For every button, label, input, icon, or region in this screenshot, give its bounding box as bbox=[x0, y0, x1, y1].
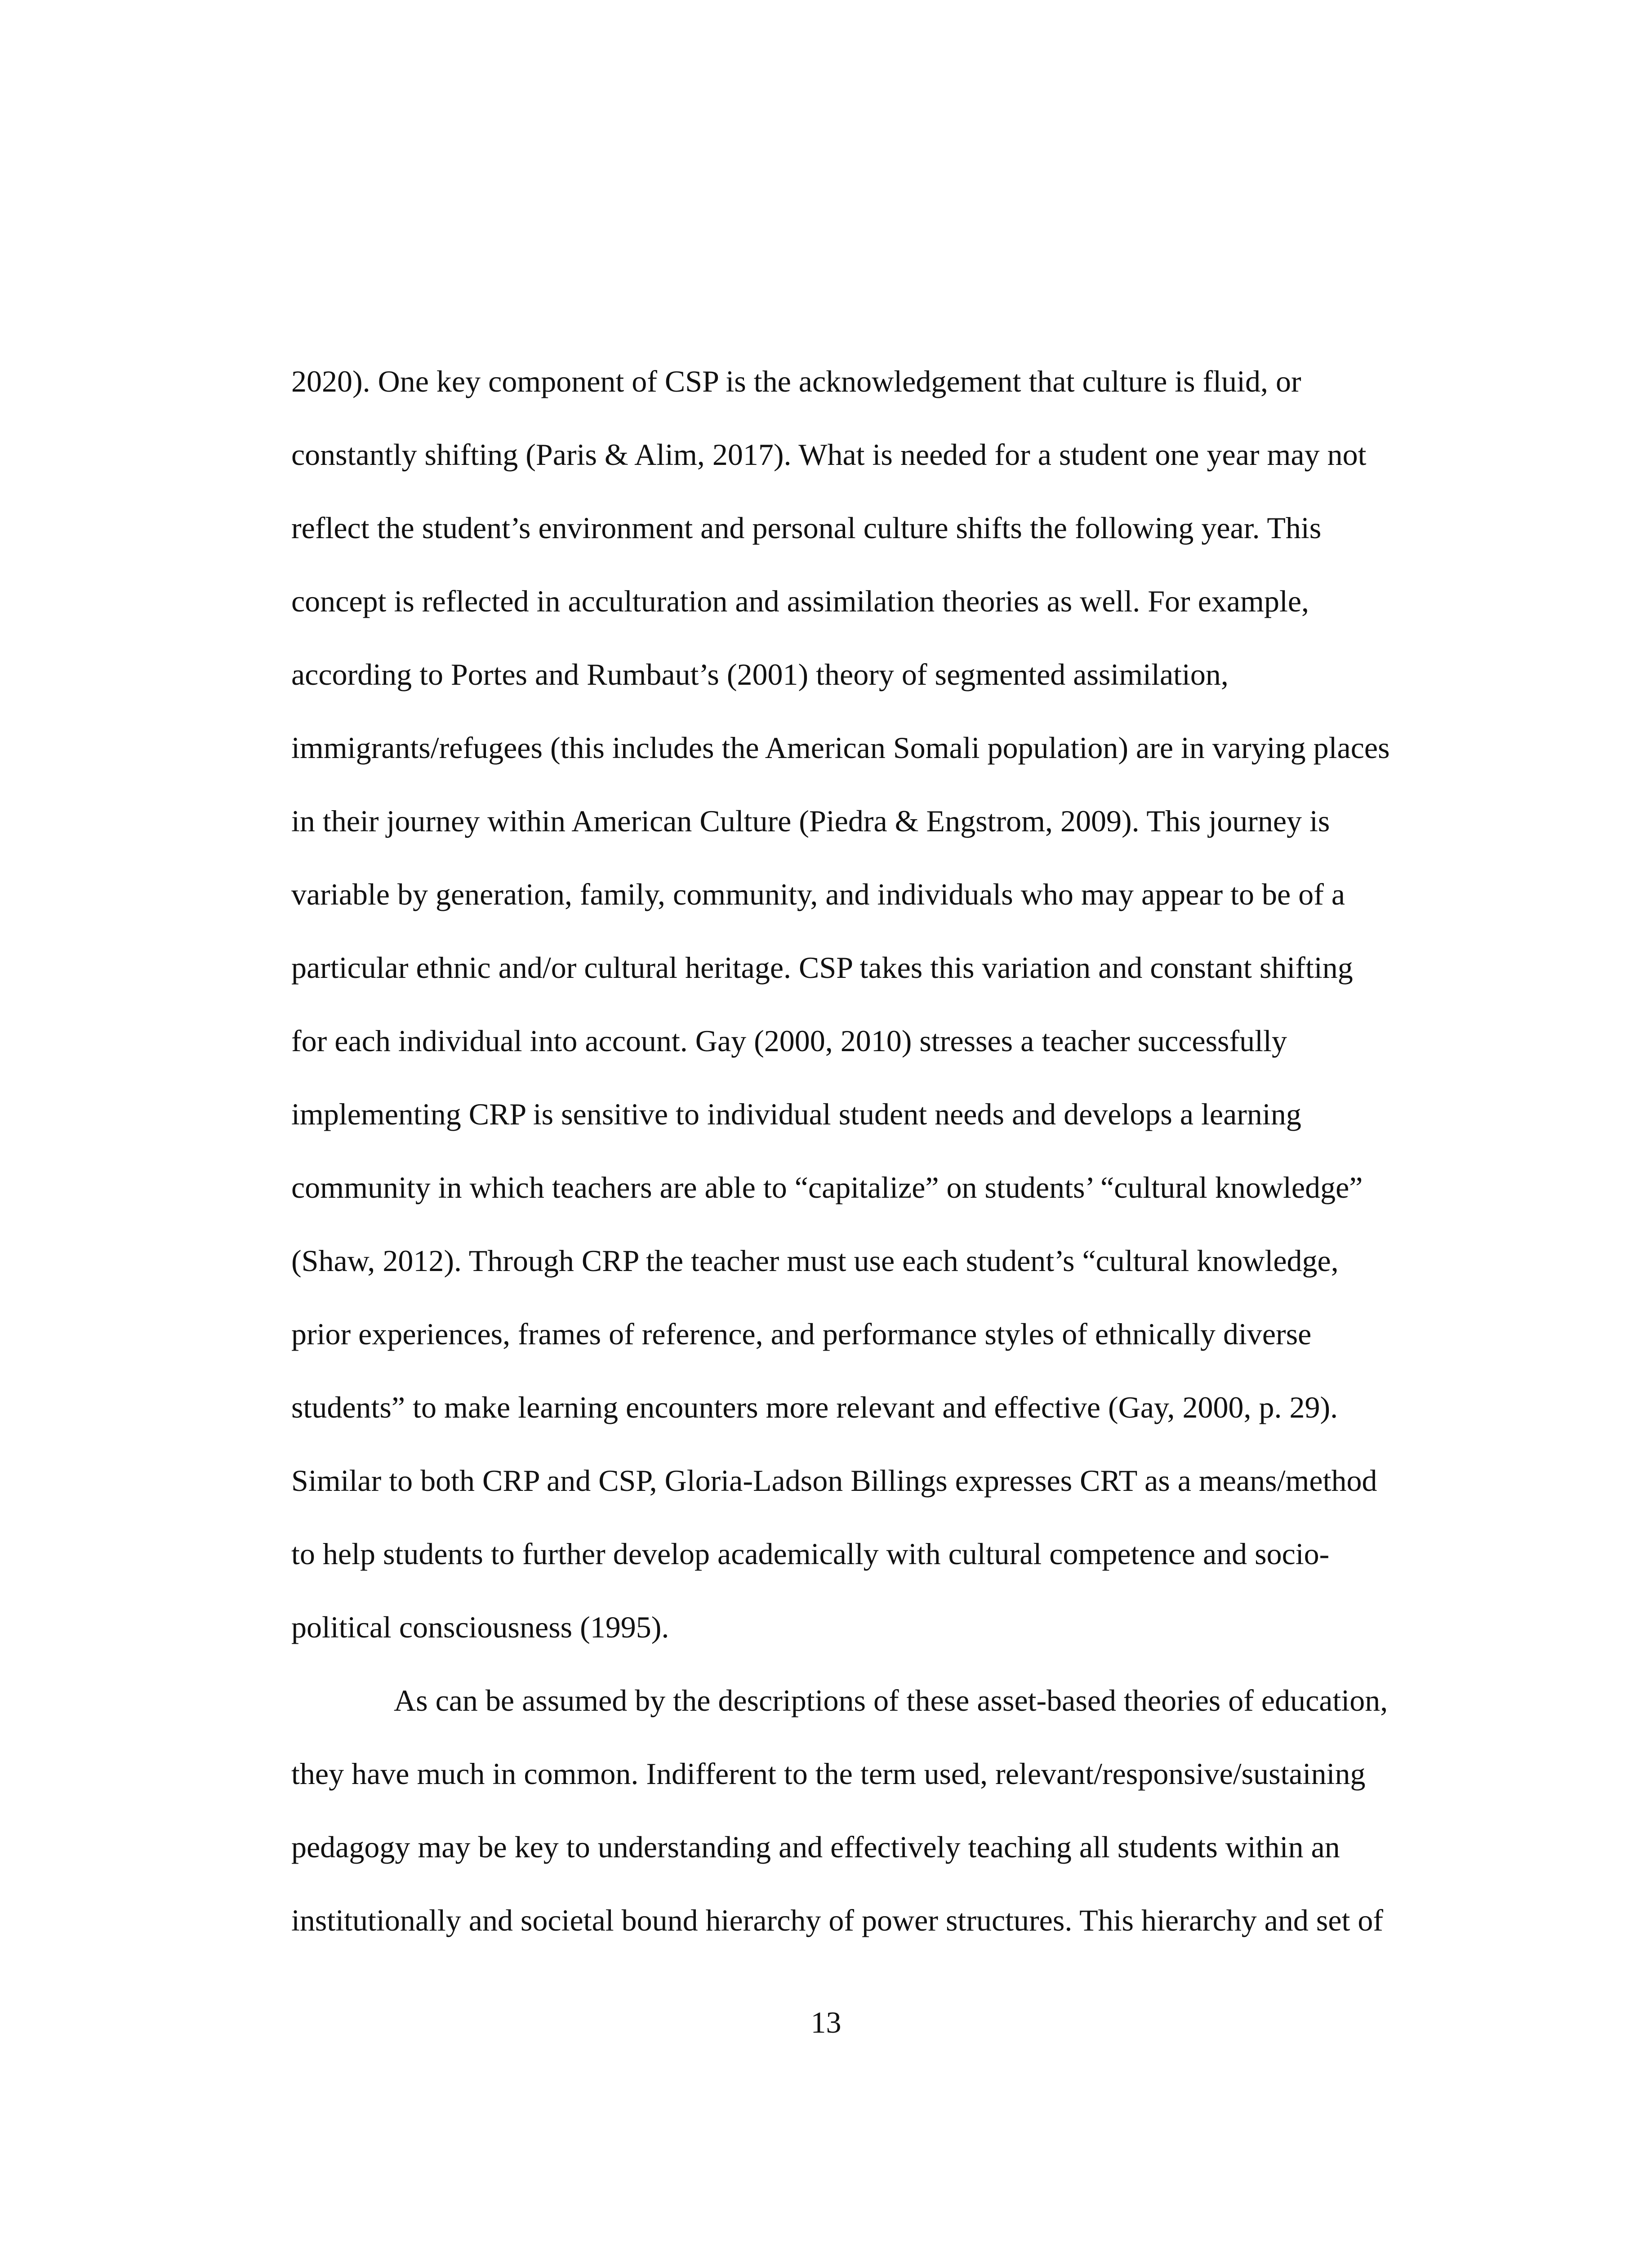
text-line: concept is reflected in acculturation and assimilation theories as well. For example, bbox=[291, 584, 1309, 618]
text-line: for each individual into account. Gay (2000, 2010) stresses a teacher successfully bbox=[291, 1024, 1287, 1058]
text-line: they have much in common. Indifferent to the term used, relevant/responsive/sustaining bbox=[291, 1757, 1366, 1791]
text-line: in their journey within American Culture (Piedra & Engstrom, 2009). This journey is bbox=[291, 804, 1330, 838]
text-line: pedagogy may be key to understanding and effectively teaching all students within an bbox=[291, 1830, 1340, 1864]
text-line: constantly shifting (Paris & Alim, 2017). What is needed for a student one year may not bbox=[291, 437, 1367, 472]
text-line: students” to make learning encounters more relevant and effective (Gay, 2000, p. 29). bbox=[291, 1390, 1338, 1424]
paragraph-first-line: As can be assumed by the descriptions of these asset-based theories of education, bbox=[394, 1683, 1388, 1717]
text-line: prior experiences, frames of reference, and performance styles of ethnically diverse bbox=[291, 1317, 1312, 1351]
text-line: reflect the student’s environment and personal culture shifts the following year. This bbox=[291, 511, 1322, 545]
text-line: Similar to both CRP and CSP, Gloria-Ladson Billings expresses CRT as a means/method bbox=[291, 1463, 1377, 1498]
text-line: political consciousness (1995). bbox=[291, 1610, 669, 1644]
text-line: (Shaw, 2012). Through CRP the teacher must use each student’s “cultural knowledge, bbox=[291, 1244, 1339, 1278]
text-line: implementing CRP is sensitive to individual student needs and develops a learning bbox=[291, 1097, 1301, 1131]
text-line: variable by generation, family, community, and individuals who may appear to be of a bbox=[291, 877, 1345, 911]
text-line: particular ethnic and/or cultural heritage. CSP takes this variation and constant shifting bbox=[291, 950, 1353, 985]
text-line: institutionally and societal bound hierarchy of power structures. This hierarchy and set of bbox=[291, 1903, 1384, 1937]
page-number: 13 bbox=[810, 2005, 842, 2039]
text-line: according to Portes and Rumbaut’s (2001) theory of segmented assimilation, bbox=[291, 657, 1229, 691]
text-line: 2020). One key component of CSP is the acknowledgement that culture is fluid, or bbox=[291, 364, 1301, 398]
text-line: to help students to further develop academically with cultural competence and socio- bbox=[291, 1537, 1330, 1571]
text-line: immigrants/refugees (this includes the American Somali population) are in varying places bbox=[291, 731, 1390, 765]
text-line: community in which teachers are able to “capitalize” on students’ “cultural knowledge” bbox=[291, 1170, 1363, 1204]
